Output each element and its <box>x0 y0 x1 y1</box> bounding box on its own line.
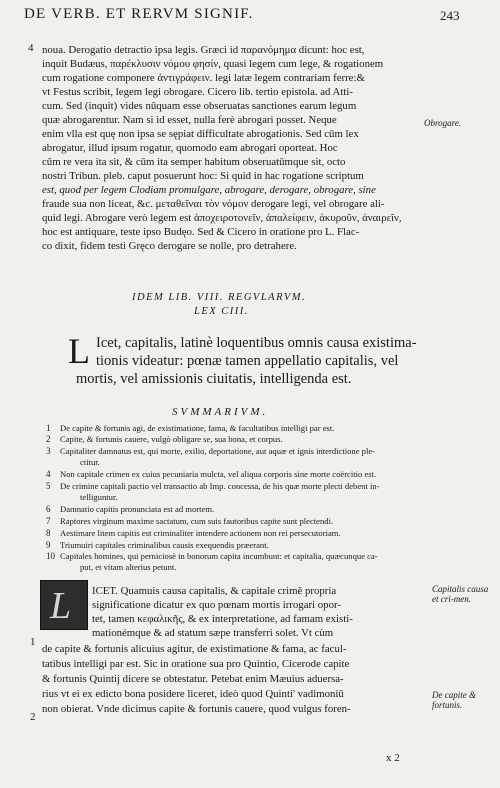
summary-number: 9 <box>46 540 51 550</box>
summary-number: 7 <box>46 516 51 526</box>
summary-item: De capite & fortunis agi, de existimatione, fama, & facultatibus intelligi par est. <box>60 423 335 433</box>
text-line: quid legi. Abrogare verò legem est ἀποχειροτονεῖν, ἀπαλείφειν, ἀκυροῦν, ἀναιρεῖν, <box>42 212 402 224</box>
text-line: co dixit, fidem testi Gręco derogare se nolle, pro detrahere. <box>42 240 297 252</box>
section-heading: IDEM LIB. VIII. REGVLARVM. <box>132 292 307 303</box>
text-line: mationémque & ad statum sæpe transferri solet. Vt cùm <box>92 627 334 639</box>
summary-item: Aestimare litem capitis est criminaliter intendere actionem non rei persecutoriam. <box>60 528 341 538</box>
summary-number: 1 <box>46 423 51 433</box>
summary-item: put, et vitam alterius petunt. <box>80 562 177 572</box>
text-line: non obierat. Vnde dicimus capite & fortunis cauere, quod vulgus foren- <box>42 703 351 715</box>
summary-number: 10 <box>46 551 55 561</box>
lead-initial: L <box>68 331 90 371</box>
summary-number: 6 <box>46 504 51 514</box>
line-number: 1 <box>30 636 36 648</box>
text-line: tatibus intelligi par est. Sic in oratione sua pro Quintio, Cicerode capite <box>42 658 350 670</box>
lead-line: mortis, vel amissionis ciuitatis, intelligenda est. <box>76 371 352 387</box>
margin-note: Obrogare. <box>424 118 462 128</box>
text-line: nostri Tribun. pleb. caput posuerunt hoc: Si quid in hac rogatione scriptum <box>42 170 364 182</box>
signature-mark: x 2 <box>386 752 400 764</box>
text-line: rius vt ei ex edicto bona posidere liceret, ideò quod Quinti' vadimoniū <box>42 688 344 700</box>
summary-number: 5 <box>46 481 51 491</box>
summary-item: De crimine capitali pactio vel transactio ab Imp. concessa, de his quæ morte plecti debent in- <box>60 481 380 491</box>
line-number: 4 <box>28 42 34 54</box>
text-line: cum. Sed (inquit) vides nūquam esse obseruatas sanctiones earum legum <box>42 100 357 112</box>
summary-item: Capite, & fortunis cauere, vulgò obligare se, sua bona, et corpus. <box>60 434 283 444</box>
lead-line: tionis videatur: pœnæ tamen appellatio capitalis, vel <box>96 353 399 369</box>
decorated-initial-letter: L <box>50 585 72 627</box>
text-line: noua. Derogatio detractio ipsa legis. Græci id παρανόμημα dicunt: hoc est, <box>42 44 365 56</box>
text-line: & fortunis Quintij dicere se obtestatur. Petebat enim Mæuius aduersa- <box>42 673 344 685</box>
page-number: 243 <box>440 8 460 23</box>
lead-line: Icet, capitalis, latinè loquentibus omnis causa existima- <box>96 335 417 351</box>
summary-item: Capitaliter damnatus est, qui morte, exilio, deportatione, aut aquæ et ignis interdictione ple- <box>60 446 376 456</box>
line-number: 2 <box>30 711 36 723</box>
summary-number: 3 <box>46 446 51 456</box>
text-line: est, quod per legem Clodiam promulgare, abrogare, derogare, obrogare, sine <box>42 184 376 196</box>
summary-item: Damnatio capitis pronunciata est ad mortem. <box>60 504 215 514</box>
text-line: significatione dicatur ex quo pœnam mortis irrogari opor- <box>92 599 341 611</box>
text-line: de capite & fortunis alicuius agitur, de existimatione & fama, ac facul- <box>42 643 347 655</box>
text-line: abrogatur, illud ipsum rogatur, quomodo eam abrogari oporteat. Hoc <box>42 142 338 154</box>
margin-note: De capite & fortunis. <box>432 690 476 710</box>
text-line: ICET. Quamuis causa capitalis, & capitale crimē propria <box>92 585 337 597</box>
running-header: DE VERB. ET RERVM SIGNIF. <box>24 6 254 22</box>
summary-number: 8 <box>46 528 51 538</box>
summary-number: 4 <box>46 469 51 479</box>
summary-item: telliguntur. <box>80 492 118 502</box>
text-line: hoc est antiquare, teste ipso Budęo. Sed & Cicero in oratione pro L. Flac- <box>42 226 360 238</box>
text-line: inquit Budæus, παρέκλυσιν νόμου φησίν, quasi legem cum lege, & rogationem <box>42 58 384 70</box>
text-line: fraude sua non liceat, &c. μεταθεῖναι τὸν νόμον derogare legi, vel obrogare ali- <box>42 198 385 210</box>
summary-item: Triumuiri capitales criminalibus causis exequendis præerant. <box>60 540 269 550</box>
summary-item: Raptores virginum maxime sactatum, cum suis fautoribus capite sunt plectendi. <box>60 516 334 526</box>
summary-item: ctitur. <box>80 457 100 467</box>
text-line: vt Festus scribit, legem legi obrogare. Cicero lib. tertio epistola. ad Atti- <box>42 86 353 98</box>
summary-title: SVMMARIVM. <box>172 406 269 418</box>
summary-number: 2 <box>46 434 51 444</box>
text-line: cum rogatione componere ἀντιγράφειν. legi latæ legem contrariam ferre:& <box>42 72 365 84</box>
text-line: enim vlla est quę non ipsa se sępiat difficultate abrogationis. Sed cūm lex <box>42 128 359 140</box>
lex-heading: LEX CIII. <box>194 306 249 317</box>
summary-item: Capitales homines, qui perniciosè in bonorum capita incumbunt: et capitalia, quæcunque ca- <box>60 551 378 561</box>
summary-item: Non capitale crimen ex cuius pecuniaria mulcta, vel aliqua corporis sine morte coërcitio est. <box>60 469 377 479</box>
text-line: tet, tamen κεφαλικῆς, & ex interpretatione, ad famam existi- <box>92 613 353 625</box>
text-line: quæ abrogarentur. Nam si id esset, nulla ferè abrogari posset. Neque <box>42 114 337 126</box>
decorated-initial <box>40 580 88 630</box>
margin-note: Capitalis causa et cri-men. <box>432 584 489 604</box>
text-line: cūm re vera ita sit, & cūm ita semper habitum obseruatūmque sit, octo <box>42 156 346 168</box>
